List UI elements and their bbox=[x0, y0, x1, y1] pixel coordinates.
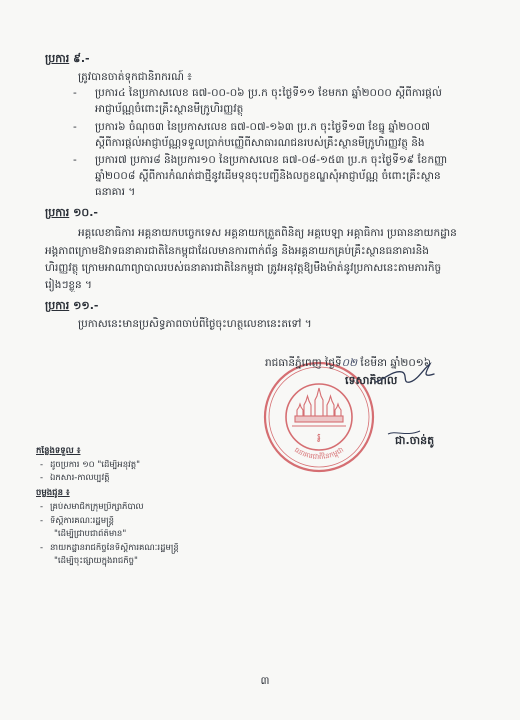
list-item-3-line-2: ឆ្នាំ២០០៨ ស្តីពីការកំណត់ជាថ្មីនូវដើមទុនចុះបញ្ជីនិងលក្ខខណ្ឌសុំអាជ្ញាប័ណ្ណ ចំពោះគ្រឹះស្ថាន bbox=[95, 170, 441, 182]
list-bullet: - bbox=[73, 87, 77, 99]
list-bullet: - bbox=[40, 460, 44, 470]
article-10-heading bbox=[45, 206, 155, 220]
copy-to-item-2-line-1: ទីស្តីការគណៈរដ្ឋមន្ត្រី bbox=[50, 516, 115, 526]
signatory-title: ទេសាភិបាល bbox=[345, 374, 398, 387]
article-9-heading-number: ៩.- bbox=[73, 52, 90, 65]
copy-to-item-2-line-2: "ដើម្បីជ្រាបជាព័ត៌មាន" bbox=[54, 529, 127, 539]
list-bullet: - bbox=[73, 154, 77, 166]
article-11-heading-number: ១១.- bbox=[73, 299, 99, 312]
recipients-heading bbox=[36, 446, 156, 457]
article-9-heading bbox=[45, 52, 155, 66]
article-9-intro: ត្រូវបានចាត់ទុកជានិរាករណ៍ ៖ bbox=[78, 71, 192, 83]
list-item-2-line-1: ប្រការ៦ ចំណុច៣ នៃប្រកាសលេខ ធ៧-០៧-១៦៣ ប្រ.ក ចុះថ្ងៃទី១៣ ខែធ្នូ ឆ្នាំ២០០៧ bbox=[95, 121, 430, 133]
handwritten-signature bbox=[372, 360, 442, 394]
article-10-heading-word: ប្រការ bbox=[45, 206, 70, 219]
list-item-3-line-1: ប្រការ៧ ប្រការ៨ និងប្រការ១០ នៃប្រកាសលេខ ធ៧-០៨-១៥៣ ប្រ.ក ចុះថ្ងៃទី១៩ ខែកញ្ញា bbox=[95, 154, 448, 166]
recipients-heading-label: កន្លែងទទួល ៖ bbox=[36, 446, 81, 456]
list-bullet: - bbox=[40, 516, 44, 526]
date-day-handwritten: ០២ bbox=[341, 357, 358, 369]
list-item-1-line-1: ប្រការ៤ នៃប្រកាសលេខ ធ៧-០០-០៦ ប្រ.ក ចុះថ្ងៃទី១១ ខែមករា ឆ្នាំ២០០០ ស្តីពីការផ្តល់ bbox=[95, 87, 442, 99]
article-9-heading-word: ប្រការ bbox=[45, 52, 70, 65]
list-bullet: - bbox=[40, 473, 44, 483]
list-bullet: - bbox=[40, 543, 44, 553]
copy-to-heading-label: ចម្លងជូន ៖ bbox=[36, 488, 70, 498]
copy-to-item-3-line-1: នាយកដ្ឋានរាជកិច្ចនៃទីស្តីការគណៈរដ្ឋមន្ត្រី bbox=[50, 543, 179, 553]
copy-to-item-1: គ្រប់សមាជិកក្រុមប្រឹក្សាភិបាល bbox=[50, 502, 144, 512]
seal-symbol: ៛ bbox=[316, 431, 322, 446]
article-10-line-3: ហិរញ្ញវត្ថុ ក្រោមអាណាព្យាបាលរបស់ធនាគារជាតិនៃកម្ពុជា ត្រូវអនុវត្តឱ្យមឺងម៉ាត់នូវប្រកាសនេះតាមភារកិច្ច bbox=[45, 262, 442, 274]
copy-to-item-3-line-2: "ដើម្បីចុះផ្សាយក្នុងរាជកិច្ច" bbox=[54, 556, 138, 566]
article-10-heading-number: ១០.- bbox=[73, 206, 98, 219]
temple-emblem bbox=[292, 388, 346, 426]
list-bullet: - bbox=[40, 502, 44, 512]
article-10-line-4: រៀងៗខ្លួន ។ bbox=[45, 279, 92, 291]
recipient-item-1: ដូចប្រការ ១០ "ដើម្បីអនុវត្ត" bbox=[50, 460, 141, 470]
article-10-line-1: អគ្គលេខាធិការ អគ្គនាយកបច្ចេកទេស អគ្គនាយកត្រួតពិនិត្យ អគ្គបេឡា អគ្គាធិការ ប្រធាននាយកដ្ឋាន bbox=[78, 227, 457, 239]
article-11-heading bbox=[45, 299, 155, 313]
date-prefix: រាជធានីភ្នំពេញ ថ្ងៃទី bbox=[265, 357, 342, 369]
list-item-1-line-2: អាជ្ញាប័ណ្ណចំពោះគ្រឹះស្ថានមីក្រូហិរញ្ញវត្ថុ bbox=[95, 103, 244, 115]
date-suffix: ខែមីនា ឆ្នាំ២០១៦ bbox=[360, 357, 432, 369]
recipient-item-2: ឯកសារ-កាលប្បវត្តិ bbox=[50, 473, 110, 483]
article-10-line-2: អង្គភាពក្រោមឱវាទធនាគារជាតិនៃកម្ពុជាដែលមានការពាក់ព័ន្ធ និងអគ្គនាយកគ្រប់គ្រឹះស្ថានធនាគារនិង bbox=[45, 245, 429, 257]
seal-bottom-text: ធនាគារជាតិនៃកម្ពុជា bbox=[292, 445, 346, 462]
list-item-3-line-3: ធនាគារ ។ bbox=[95, 186, 136, 198]
page-number: ៣ bbox=[260, 675, 270, 687]
copy-to-heading bbox=[36, 488, 156, 499]
article-11-heading-word: ប្រការ bbox=[45, 299, 70, 312]
list-item-2-line-2: ស្តីពីការផ្តល់អាជ្ញាប័ណ្ណទទួលប្រាក់បញ្ញើពីសាធារណជនរបស់គ្រឹះស្ថានមីក្រូហិរញ្ញវត្ថុ និង bbox=[95, 137, 425, 149]
article-11-text: ប្រកាសនេះមានប្រសិទ្ធភាពចាប់ពីថ្ងៃចុះហត្ថលេខានេះតទៅ ។ bbox=[78, 318, 312, 330]
list-bullet: - bbox=[73, 121, 77, 133]
signatory-name: ជា.ចាន់តូ bbox=[395, 434, 435, 447]
